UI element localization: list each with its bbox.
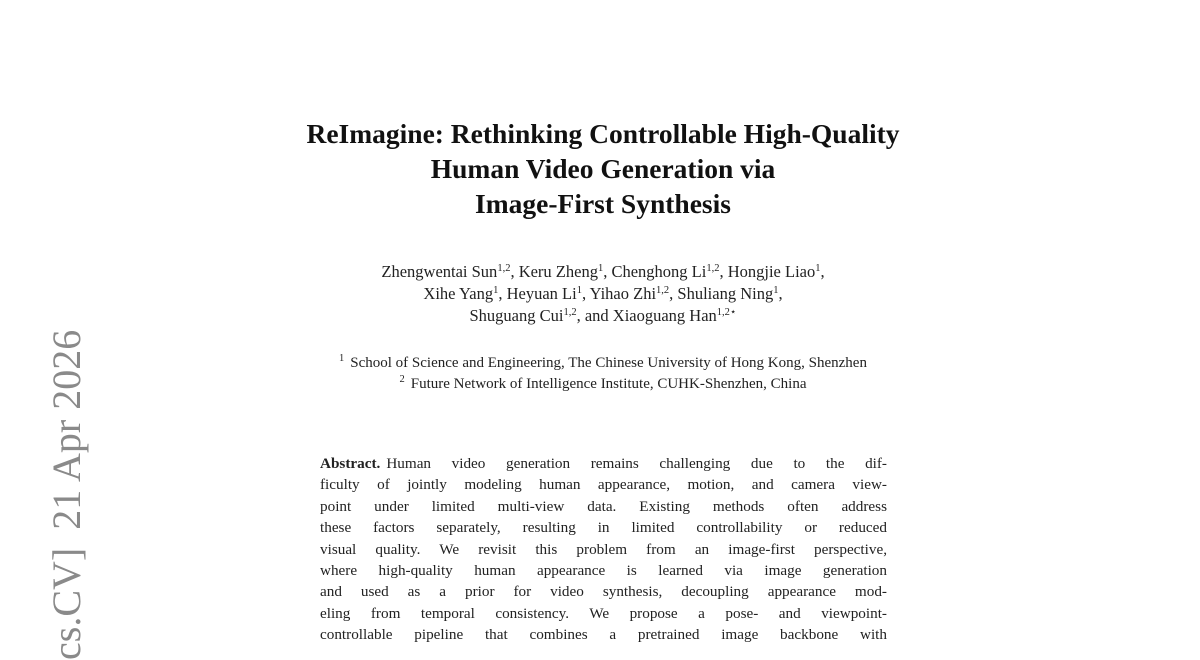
author: Xihe Yang$^1$ <box>423 284 499 303</box>
title-line: Image-First Synthesis <box>475 188 731 219</box>
author: Shuliang Ning$^1$ <box>677 284 779 303</box>
title-line: ReImagine: Rethinking Controllable High-Quality <box>306 118 900 149</box>
abstract-line: where high-quality human appearance is learned via image generation <box>320 561 887 579</box>
author: Keru Zheng$^1$ <box>518 262 604 281</box>
arxiv-date: 21 Apr 2026 <box>44 329 89 530</box>
arxiv-category: cs.CV] <box>44 547 89 660</box>
abstract <box>320 453 887 646</box>
author: Yihao Zhi$^{1,2}$ <box>589 284 670 303</box>
abstract-line: ficulty of jointly modeling human appearance, motion, and camera view- <box>320 476 887 494</box>
abstract-line: and used as a prior for video synthesis, decoupling appearance mod- <box>320 583 887 601</box>
abstract-line: point under limited multi-view data. Existing methods often address <box>320 497 887 515</box>
abstract-label: Abstract. <box>320 455 381 472</box>
author-line: Zhengwentai Sun$^{1,2}$, Keru Zheng$^1$, Chenghong Li$^{1,2}$, Hongjie Liao$^1$, <box>381 262 825 281</box>
affiliation: $^1$ School of Science and Engineering, The Chinese University of Hong Kong, Shenzhen <box>339 353 867 371</box>
affiliation: $^2$ Future Network of Intelligence Institute, CUHK-Shenzhen, China <box>399 374 807 392</box>
author: Chenghong Li$^{1,2}$ <box>611 262 720 281</box>
author: Zhengwentai Sun$^{1,2}$ <box>381 262 511 281</box>
author: Heyuan Li$^1$ <box>506 284 582 303</box>
abstract-line: these factors separately, resulting in limited controllability or reduced <box>320 519 887 537</box>
author: Hongjie Liao$^1$ <box>727 262 821 281</box>
arxiv-sidebar-stamp <box>44 329 89 660</box>
affiliation-list <box>200 353 1006 395</box>
author: Xiaoguang Han$^{1,2⋆}$ <box>612 306 737 325</box>
abstract-line: controllable pipeline that combines a pretrained image backbone with <box>320 626 887 644</box>
author-list <box>200 261 1006 327</box>
paper-title <box>200 116 1006 221</box>
abstract-line: Abstract. Human video generation remains challenging due to the dif- <box>320 455 887 472</box>
author-line: Shuguang Cui$^{1,2}$, and Xiaoguang Han$^{1,2⋆}$ <box>469 306 737 325</box>
author-line: Xihe Yang$^1$, Heyuan Li$^1$, Yihao Zhi$^{1,2}$, Shuliang Ning$^1$, <box>423 284 783 303</box>
title-line: Human Video Generation via <box>430 153 776 184</box>
author: Shuguang Cui$^{1,2}$ <box>469 306 577 325</box>
abstract-line: eling from temporal consistency. We propose a pose- and viewpoint- <box>320 604 887 622</box>
abstract-line: visual quality. We revisit this problem from an image-first perspective, <box>320 540 887 558</box>
